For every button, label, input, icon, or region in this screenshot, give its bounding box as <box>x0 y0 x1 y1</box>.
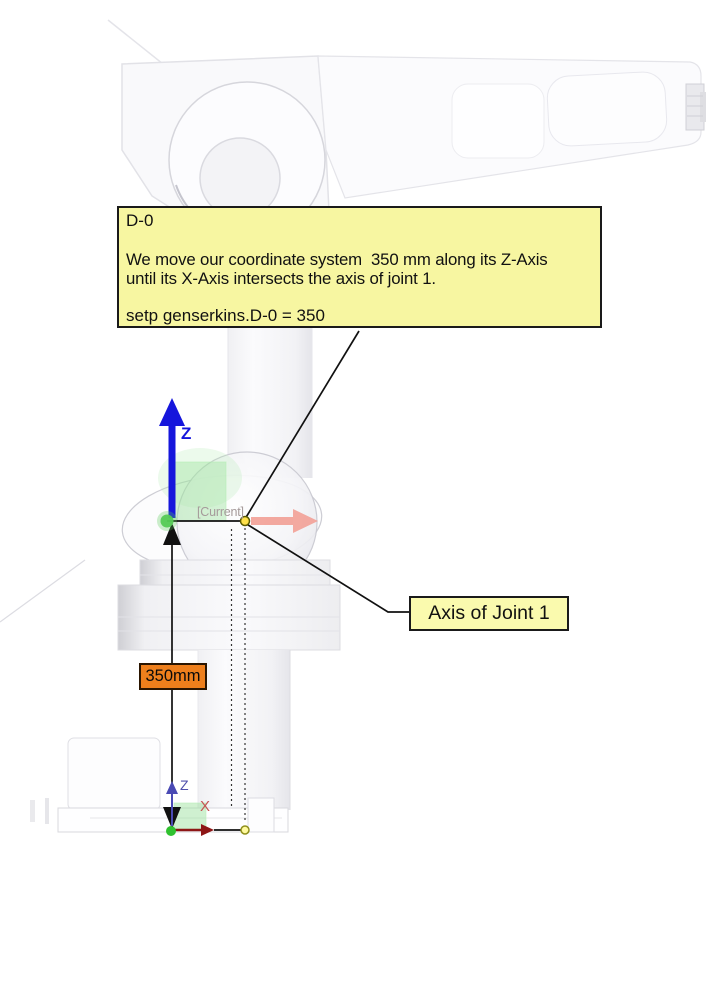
base-origin-dot <box>166 826 176 836</box>
callout-command: setp genserkins.D-0 = 350 <box>126 306 325 325</box>
z-axis-label-top: Z <box>181 424 192 443</box>
base-axis-point <box>241 826 249 834</box>
d0-callout-box <box>117 206 602 328</box>
callout-body-line2: until its X-Axis intersects the axis of joint 1. <box>126 269 436 288</box>
origin-dot <box>161 515 174 528</box>
callout-title: D-0 <box>126 211 154 230</box>
callout-leader-line <box>245 331 359 519</box>
x-axis-label-bottom: X <box>200 798 211 815</box>
small-x-axis-arrow-icon <box>201 824 214 836</box>
axis-of-joint-label: Axis of Joint 1 <box>409 596 569 631</box>
callout-body-line1: We move our coordinate system 350 mm along its Z-Axis <box>126 250 548 269</box>
z-axis-arrow-icon <box>159 398 185 426</box>
dimension-value-label: 350mm <box>139 663 207 690</box>
x-axis-arrow-icon <box>293 509 318 533</box>
small-z-axis-arrow-icon <box>166 781 178 794</box>
current-frame-label: [Current] <box>197 505 244 519</box>
z-axis-label-bottom: Z <box>180 777 189 793</box>
axis-label-leader-line <box>245 523 409 612</box>
